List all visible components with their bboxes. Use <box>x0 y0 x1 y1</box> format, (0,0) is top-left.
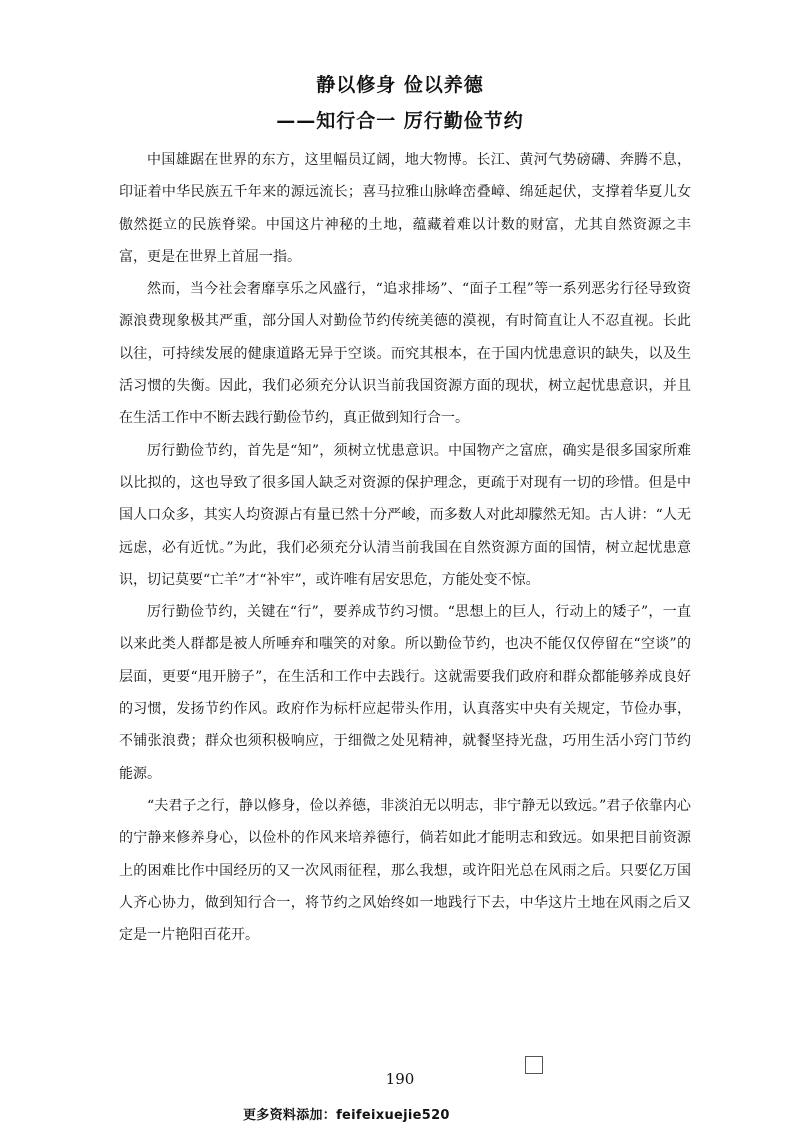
article-body <box>119 144 691 951</box>
page-number: 190 <box>385 1070 415 1088</box>
page-subtitle: ——知行合一 厉行勤俭节约 <box>276 110 524 132</box>
footer-note: 更多资料添加：feifeixuejie520 <box>243 1108 450 1123</box>
paragraph-5: “夫君子之行，静以修身，俭以养德，非淡泊无以明志，非宁静无以致远。”君子依靠内心的宁静来修养身心，以俭朴的作风来培养德行，倘若如此才能明志和致远。如果把目前资源上的困难比作中国经历的又一次风雨征程，那么我想，或许阳光总在风雨之后。只要亿万国人齐心协力，做到知行合一，将节约之风始终如一地践行下去，中华这片土地在风雨之后又定是一片艳阳百花开。 <box>119 797 691 944</box>
paragraph-3: 厉行勤俭节约，首先是“知”，须树立忧患意识。中国物产之富庶，确实是很多国家所难以比拟的，这也导致了很多国人缺乏对资源的保护理念，更疏于对现有一切的珍惜。但是中国人口众多，其实人均资源占有量已然十分严峻，而多数人对此却朦然无知。古人讲：“人无远虑，必有近忧。”为此，我们必须充分认清当前我国在自然资源方面的国情，树立起忧患意识，切记莫要“亡羊”才“补牢”，或许唯有居安思危，方能处变不惊。 <box>119 442 691 588</box>
paragraph-4: 厉行勤俭节约，关键在“行”，要养成节约习惯。“思想上的巨人，行动上的矮子”，一直以来此类人群都是被人所唾弃和嗤笑的对象。所以勤俭节约，也决不能仅仅停留在“空谈”的层面，更要“甩开膀子”，在生活和工作中去践行。这就需要我们政府和群众都能够养成良好的习惯，发扬节约作风。政府作为标杆应起带头作用，认真落实中央有关规定，节俭办事，不铺张浪费；群众也须积极响应，于细微之处见精神，就餐坚持光盘，巧用生活小窍门节约能源。 <box>119 604 691 782</box>
checkbox[interactable] <box>525 1056 543 1074</box>
paragraph-1: 中国雄踞在世界的东方，这里幅员辽阔，地大物博。长江、黄河气势磅礴、奔腾不息，印证着中华民族五千年来的源远流长；喜马拉雅山脉峰峦叠嶂、绵延起伏，支撑着华夏儿女傲然挺立的民族脊梁。中国这片神秘的土地，蕴藏着难以计数的财富，尤其自然资源之丰富，更是在世界上首屈一指。 <box>119 152 691 265</box>
paragraph-2: 然而，当今社会奢靡享乐之风盛行，“追求排场”、“面子工程”等一系列恶劣行径导致资源浪费现象极其严重，部分国人对勤俭节约传统美德的漠视，有时简直让人不忍直视。长此以往，可持续发展的健康道路无异于空谈。而究其根本，在于国内忧患意识的缺失，以及生活习惯的失衡。因此，我们必须充分认识当前我国资源方面的现状，树立起忧患意识，并且在生活工作中不断去践行勤俭节约，真正做到知行合一。 <box>119 281 691 427</box>
page-title: 静以修身 俭以养德 <box>316 74 484 96</box>
